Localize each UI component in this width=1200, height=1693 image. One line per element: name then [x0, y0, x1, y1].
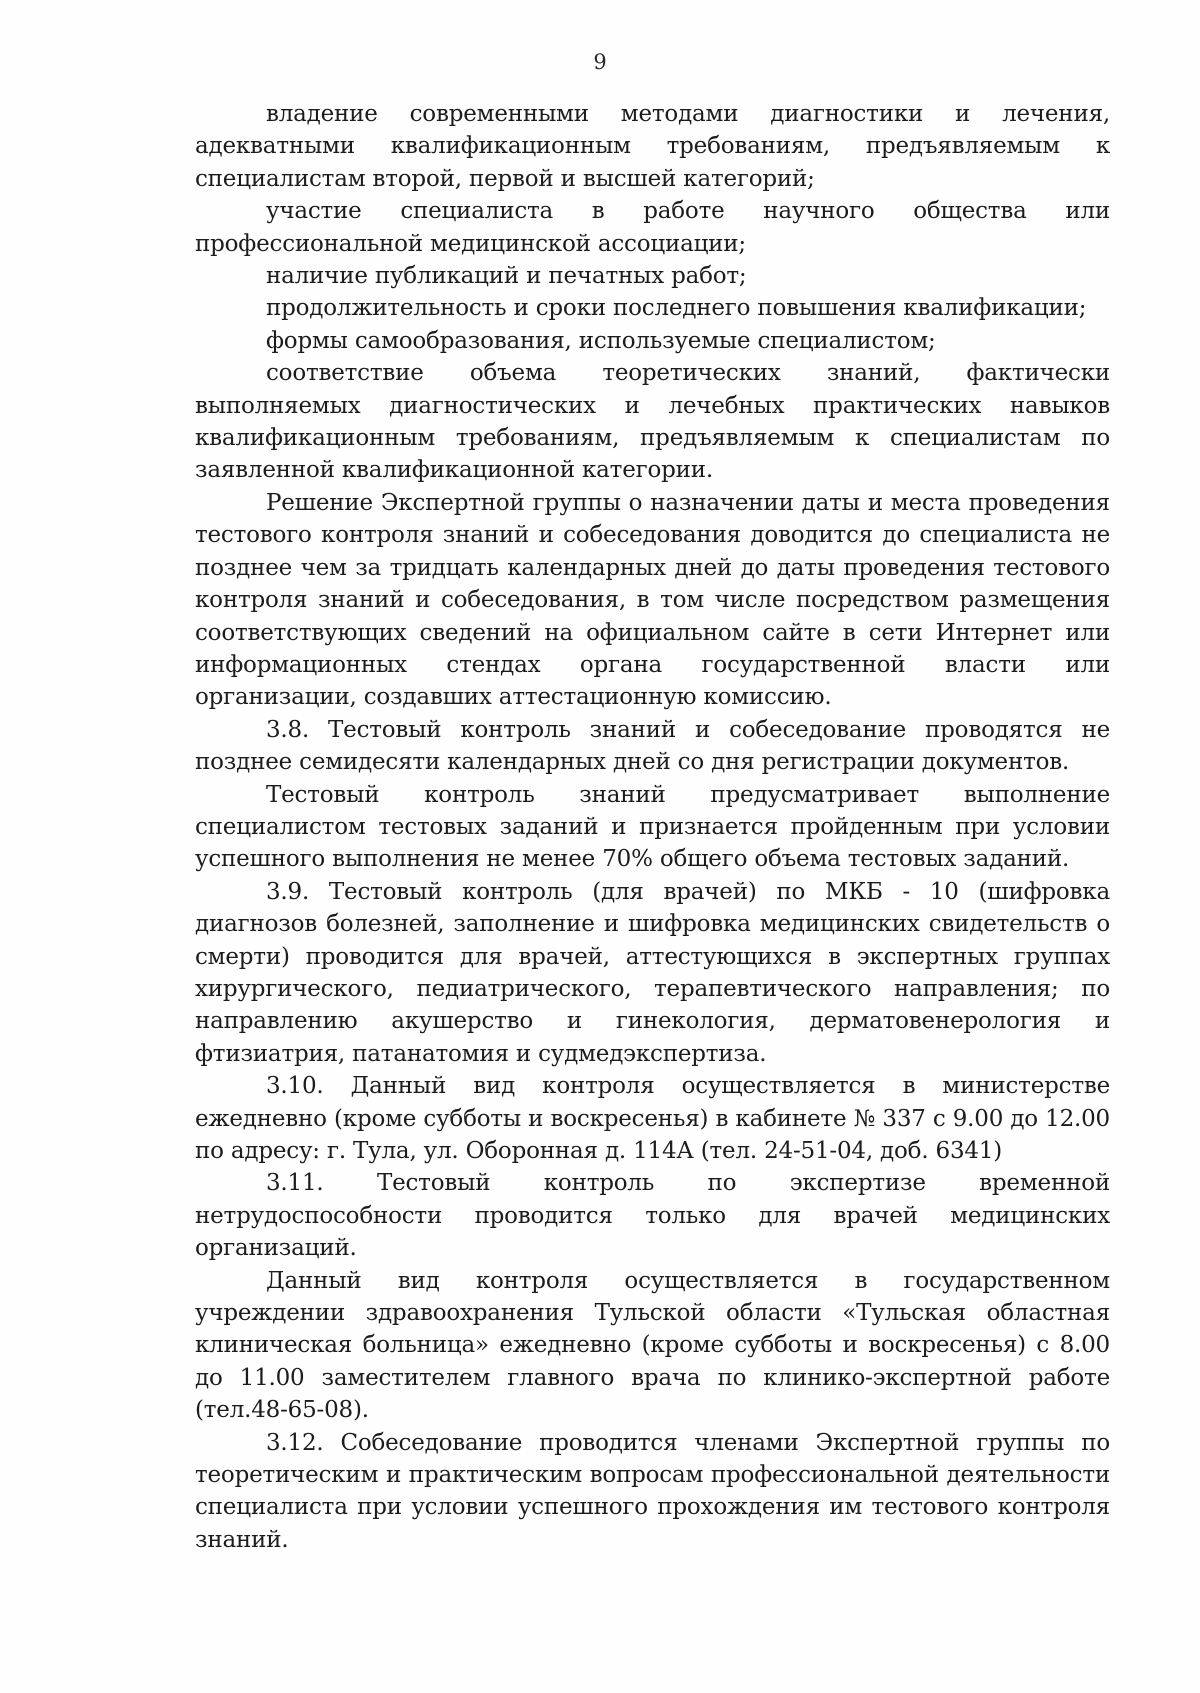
document-body	[195, 98, 1110, 1556]
paragraph: наличие публикаций и печатных работ;	[266, 263, 747, 290]
paragraph: Тестовый контроль знаний предусматривает выполнение специалистом тестовых заданий и признается пройденным при условии успешного выполнения не менее 70% общего объема тестовых заданий.	[195, 781, 1110, 873]
page-number: 9	[593, 50, 607, 74]
paragraph: 3.11. Тестовый контроль по экспертизе временной нетрудоспособности проводится только для врачей медицинских организаций.	[195, 1170, 1110, 1262]
paragraph: 3.10. Данный вид контроля осуществляется в министерстве ежедневно (кроме субботы и воскресенья) в кабинете № 337 с 9.00 до 12.00 по адресу: г. Тула, ул. Оборонная д. 114А (тел. 24-51-04, доб. 6341)	[195, 1073, 1110, 1164]
paragraph: 3.9. Тестовый контроль (для врачей) по МКБ - 10 (шифровка диагнозов болезней, заполнение и шифровка медицинских свидетельств о смерти) проводится для врачей, аттестующихся в экспертных группах хирургического, педиатрического, терапевтического направления; по направлению акушерство и гинекология, дерматовенерология и фтизиатрия, патанатомия и судмедэкспертиза.	[195, 878, 1110, 1067]
paragraph: участие специалиста в работе научного общества или профессиональной медицинской ассоциации;	[195, 198, 1110, 257]
paragraph: соответствие объема теоретических знаний, фактически выполняемых диагностических и лечебных практических навыков квалификационным требованиям, предъявляемым к специалистам по заявленной квалификационной категории.	[195, 360, 1110, 484]
paragraph: Решение Экспертной группы о назначении даты и места проведения тестового контроля знаний и собеседования доводится до специалиста не позднее чем за тридцать календарных дней до даты проведения тестового контроля знаний и собеседования, в том числе посредством размещения соответствующих сведений на официальном сайте в сети Интернет или информационных стендах органа государственной власти или организации, создавших аттестационную комиссию.	[195, 489, 1110, 711]
paragraph: 3.12. Собеседование проводится членами Экспертной группы по теоретическим и практическим вопросам профессиональной деятельности специалиста при условии успешного прохождения им тестового контроля знаний.	[195, 1429, 1110, 1553]
paragraph: Данный вид контроля осуществляется в государственном учреждении здравоохранения Тульской области «Тульская областная клиническая больница» ежедневно (кроме субботы и воскресенья) с 8.00 до 11.00 заместителем главного врача по клинико-экспертной работе (тел.48-65-08).	[195, 1267, 1110, 1424]
paragraph: владение современными методами диагностики и лечения, адекватными квалификационным требованиям, предъявляемым к специалистам второй, первой и высшей категорий;	[195, 101, 1110, 192]
paragraph: 3.8. Тестовый контроль знаний и собеседование проводятся не позднее семидесяти календарных дней со дня регистрации документов.	[195, 716, 1110, 776]
paragraph: продолжительность и сроки последнего повышения квалификации;	[266, 295, 1087, 322]
paragraph: формы самообразования, используемые специалистом;	[266, 327, 936, 354]
